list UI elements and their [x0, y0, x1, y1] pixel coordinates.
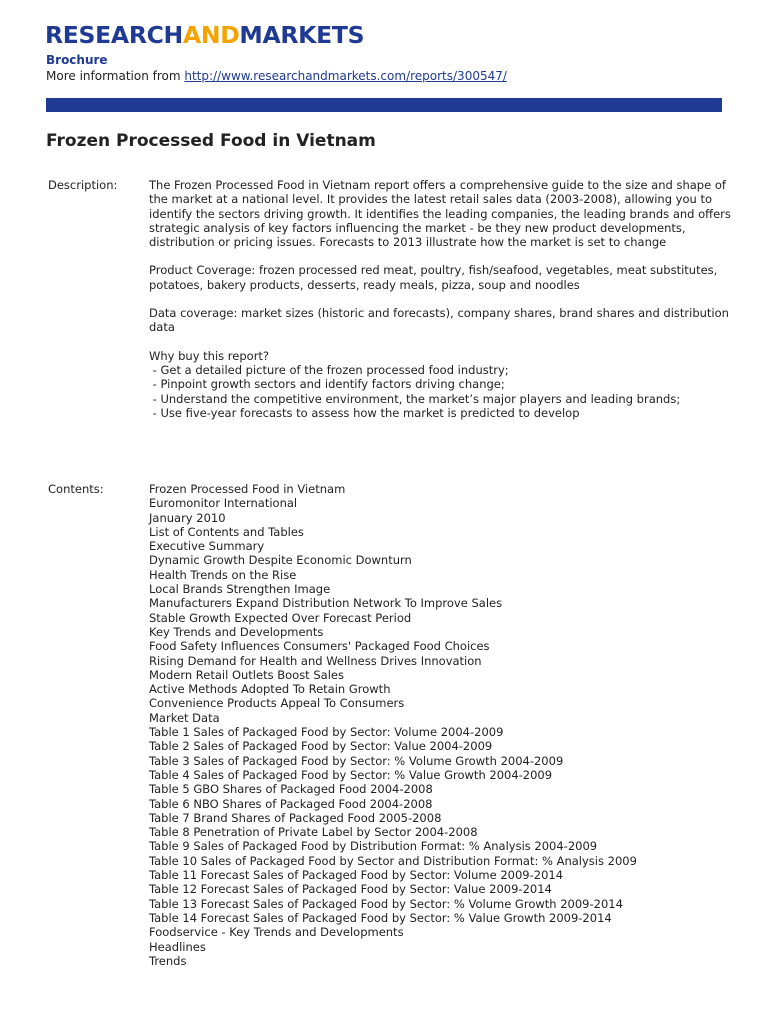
contents-item: Modern Retail Outlets Boost Sales	[149, 667, 344, 682]
contents-item: Executive Summary	[149, 539, 265, 554]
contents-item: Market Data	[149, 710, 220, 725]
page-title: Frozen Processed Food in Vietnam	[46, 131, 376, 151]
more-info-line	[46, 69, 507, 83]
contents-item: Table 13 Forecast Sales of Packaged Food by Sector: % Volume Growth 2009-2014	[149, 896, 623, 911]
contents-item: Manufacturers Expand Distribution Network To Improve Sales	[149, 596, 503, 611]
logo-research: RESEARCH	[45, 21, 183, 49]
contents-item: Table 10 Sales of Packaged Food by Sector and Distribution Format: % Analysis 2009	[149, 853, 637, 868]
data-coverage-text: Data coverage: market sizes (historic and forecasts), company shares, brand shares and distribution data	[149, 306, 729, 335]
contents-item: Table 12 Forecast Sales of Packaged Food by Sector: Value 2009-2014	[149, 882, 552, 897]
why-buy-item: - Understand the competitive environment, the market’s major players and leading brands;	[149, 391, 681, 406]
contents-label: Contents:	[48, 482, 104, 496]
contents-list	[149, 482, 734, 968]
contents-item: Food Safety Influences Consumers' Packaged Food Choices	[149, 639, 490, 654]
product-coverage-text: Product Coverage: frozen processed red meat, poultry, fish/seafood, vegetables, meat substitutes, potatoes, bakery products, desserts, ready meals, pizza, soup and noodles	[149, 263, 718, 292]
why-buy-item: - Use five-year forecasts to assess how the market is predicted to develop	[149, 405, 580, 420]
logo-markets: MARKETS	[239, 21, 365, 49]
contents-item: Table 8 Penetration of Private Label by Sector 2004-2008	[149, 825, 478, 840]
contents-item: Table 1 Sales of Packaged Food by Sector: Volume 2004-2009	[149, 725, 504, 740]
contents-item: Headlines	[149, 939, 206, 954]
contents-item: Rising Demand for Health and Wellness Drives Innovation	[149, 653, 482, 668]
contents-item: Key Trends and Developments	[149, 624, 324, 639]
contents-item: Table 4 Sales of Packaged Food by Sector: % Value Growth 2004-2009	[149, 767, 553, 782]
contents-item: Table 5 GBO Shares of Packaged Food 2004-2008	[149, 782, 433, 797]
report-link[interactable]: http://www.researchandmarkets.com/reports/300547/	[184, 69, 507, 83]
contents-item: Table 11 Forecast Sales of Packaged Food by Sector: Volume 2009-2014	[149, 868, 564, 883]
contents-item: Foodservice - Key Trends and Developments	[149, 925, 404, 940]
contents-item: Table 9 Sales of Packaged Food by Distribution Format: % Analysis 2004-2009	[149, 839, 598, 854]
contents-item: Convenience Products Appeal To Consumers	[149, 696, 405, 711]
why-buy-item: - Pinpoint growth sectors and identify factors driving change;	[149, 377, 505, 392]
why-buy-list	[149, 349, 734, 420]
contents-item: List of Contents and Tables	[149, 524, 304, 539]
contents-item: Frozen Processed Food in Vietnam	[149, 482, 346, 496]
more-info-prefix: More information from	[46, 69, 185, 83]
contents-item: Trends	[149, 953, 187, 968]
why-buy-item: - Get a detailed picture of the frozen processed food industry;	[149, 362, 509, 377]
researchandmarkets-logo	[45, 21, 364, 49]
contents-item: January 2010	[149, 510, 226, 525]
why-buy-item: Why buy this report?	[149, 348, 270, 363]
contents-item: Table 7 Brand Shares of Packaged Food 2005-2008	[149, 810, 442, 825]
contents-item: Table 6 NBO Shares of Packaged Food 2004-2008	[149, 796, 433, 811]
description-label: Description:	[48, 178, 118, 192]
contents-item: Health Trends on the Rise	[149, 567, 297, 582]
header-divider-bar	[46, 98, 722, 112]
contents-item: Table 14 Forecast Sales of Packaged Food by Sector: % Value Growth 2009-2014	[149, 910, 612, 925]
logo-and: AND	[182, 21, 240, 49]
contents-item: Stable Growth Expected Over Forecast Period	[149, 610, 412, 625]
description-section	[149, 178, 734, 420]
contents-item: Table 3 Sales of Packaged Food by Sector: % Volume Growth 2004-2009	[149, 753, 564, 768]
contents-item: Dynamic Growth Despite Economic Downturn	[149, 553, 412, 568]
contents-item: Active Methods Adopted To Retain Growth	[149, 682, 391, 697]
contents-item: Local Brands Strengthen Image	[149, 582, 331, 597]
contents-item: Euromonitor International	[149, 496, 298, 511]
brochure-heading: Brochure	[46, 53, 108, 67]
description-text: The Frozen Processed Food in Vietnam report offers a comprehensive guide to the size and shape of the market at a national level. It provides the latest retail sales data (2003-2008), allowing you to identify the sectors driving growth. It identifies the leading companies, the leading brands and offers strategic analysis of key factors influencing the market - be they new product developments, distribution or pricing issues. Forecasts to 2013 illustrate how the market is set to change	[149, 178, 731, 250]
contents-item: Table 2 Sales of Packaged Food by Sector: Value 2004-2009	[149, 739, 493, 754]
